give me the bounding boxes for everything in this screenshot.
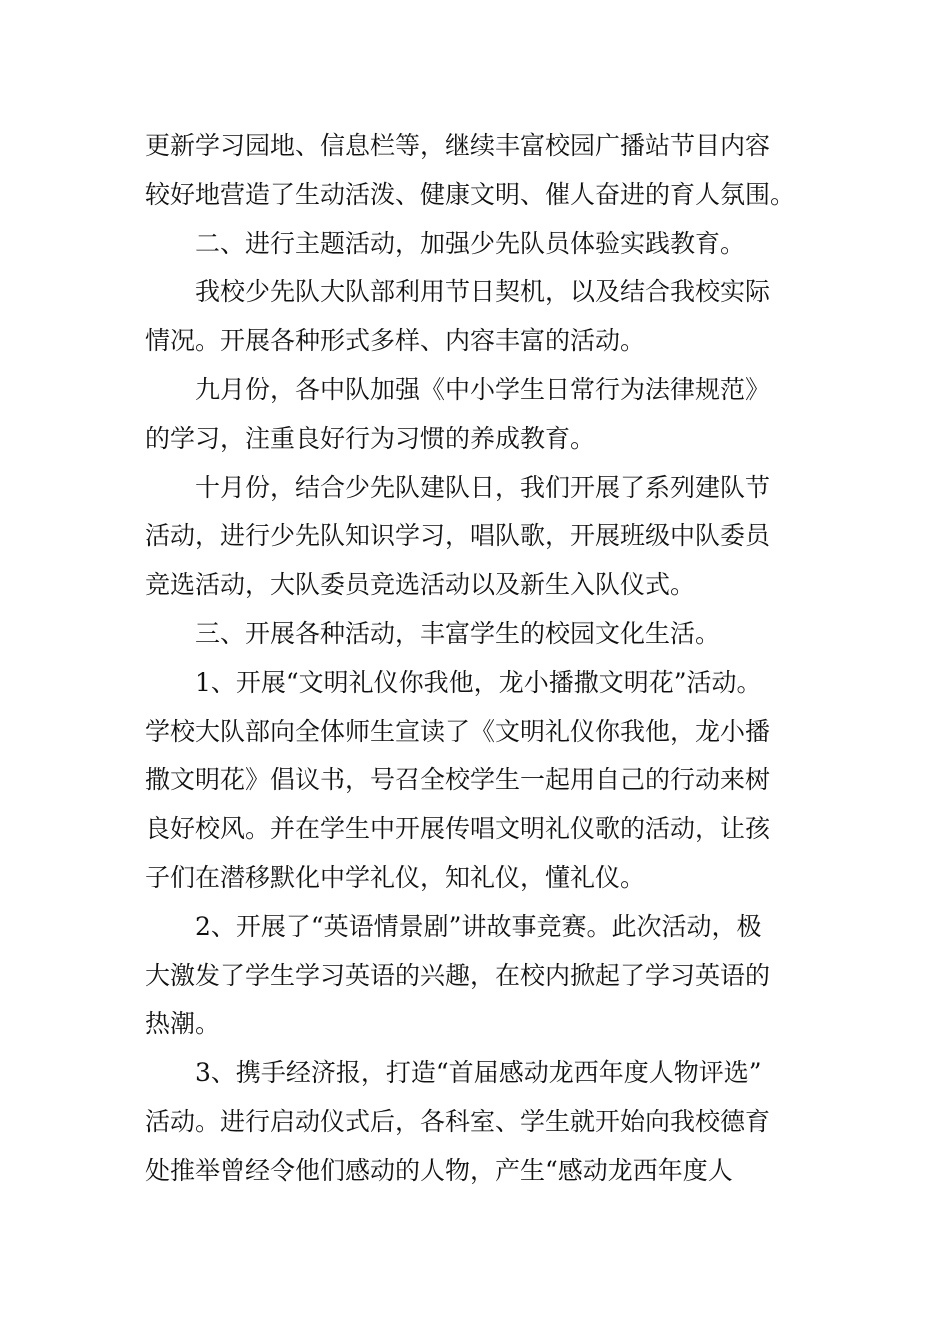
section-heading: 三、开展各种活动，丰富学生的校园文化生活。 (195, 618, 721, 648)
text-line: 十月份，结合少先队建队日，我们开展了系列建队节 (195, 472, 771, 502)
text-line: 更新学习园地、信息栏等，继续丰富校园广播站节目内容 (145, 131, 771, 160)
text-line: 情况。开展各种形式多样、内容丰富的活动。 (145, 326, 646, 356)
text-line: 3、携手经济报，打造“首届感动龙西年度人物评选” (195, 1058, 762, 1088)
text-line: 撒文明花》倡议书，号召全校学生一起用自己的行动来树 (145, 765, 771, 795)
section-heading: 二、进行主题活动，加强少先队员体验实践教育。 (195, 228, 746, 258)
text-line: 的学习，注重良好行为习惯的养成教育。 (145, 423, 596, 453)
text-line: 学校大队部向全体师生宣读了《文明礼仪你我他，龙小播 (145, 716, 771, 746)
text-line: 处推举曾经令他们感动的人物，产生“感动龙西年度人 (145, 1155, 733, 1185)
text-line: 竞选活动，大队委员竞选活动以及新生入队仪式。 (145, 570, 696, 600)
text-line: 活动。进行启动仪式后，各科室、学生就开始向我校德育 (145, 1106, 771, 1136)
text-line: 我校少先队大队部利用节日契机，以及结合我校实际 (195, 277, 771, 307)
text-line: 子们在潜移默化中学礼仪，知礼仪，懂礼仪。 (145, 862, 646, 892)
text-line: 较好地营造了生动活泼、健康文明、催人奋进的育人氛围。 (145, 179, 796, 209)
text-line: 大激发了学生学习英语的兴趣，在校内掀起了学习英语的 (145, 960, 771, 990)
document-body (145, 122, 810, 1196)
text-line: 1、开展“文明礼仪你我他，龙小播撒文明花”活动。 (195, 667, 762, 697)
text-line: 良好校风。并在学生中开展传唱文明礼仪歌的活动，让孩 (145, 814, 771, 844)
text-line: 热潮。 (145, 1009, 221, 1039)
text-line: 九月份，各中队加强《中小学生日常行为法律规范》 (195, 374, 771, 404)
text-line: 2、开展了“英语情景剧”讲故事竞赛。此次活动，极 (195, 911, 762, 941)
text-line: 活动，进行少先队知识学习，唱队歌，开展班级中队委员 (145, 521, 771, 551)
